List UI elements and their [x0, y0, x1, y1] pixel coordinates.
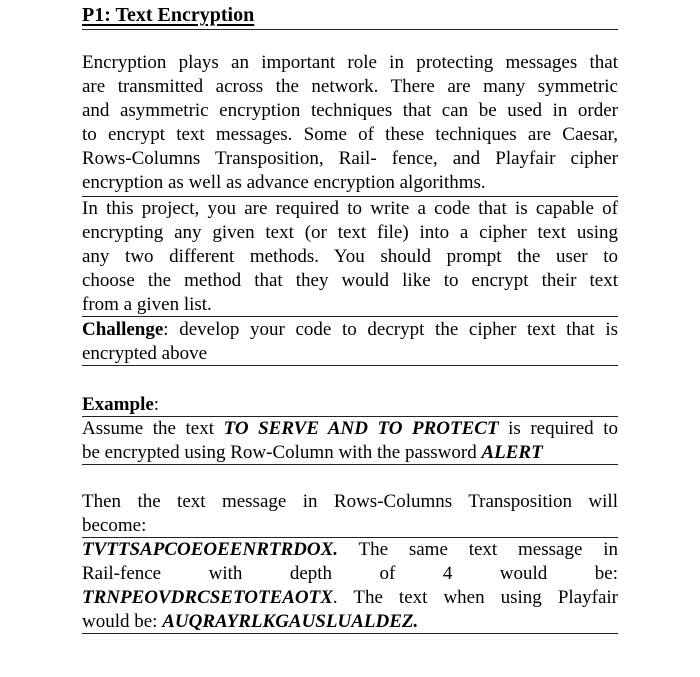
- playfair-cipher: AUQRAYRLKGAUSLUALDEZ.: [162, 611, 419, 632]
- challenge-label: Challenge: [82, 319, 164, 340]
- example-label: Example: [82, 394, 154, 415]
- example-line: Assume the text TO SERVE AND TO PROTECT is required to: [82, 418, 618, 439]
- challenge-rule: [82, 365, 618, 366]
- challenge-line: Challenge: develop your code to decrypt the cipher text that is: [82, 319, 618, 340]
- intro-line: encryption as well as advance encryption algorithms.: [82, 172, 486, 193]
- intro-line: Rows-Columns Transposition, Rail- fence, and Playfair cipher: [82, 148, 618, 169]
- example-paragraph: [82, 417, 618, 465]
- password: ALERT: [481, 442, 543, 463]
- cipher-line: Rail-fence with depth of 4 would be:: [82, 563, 618, 584]
- intro-paragraph: [82, 51, 618, 195]
- project-line: from a given list.: [82, 294, 212, 315]
- cipher-line: TVTTSAPCOEOEENRTRDOX. The same text message in: [82, 539, 618, 560]
- challenge-line: encrypted above: [82, 343, 208, 364]
- intro-line: Encryption plays an important role in protecting messages that: [82, 52, 618, 73]
- cipher-line: would be: AUQRAYRLKGAUSLUALDEZ.: [82, 611, 419, 632]
- challenge-paragraph: [82, 318, 618, 366]
- intro-line: and asymmetric encryption techniques that can be used in order: [82, 100, 618, 121]
- project-line: encrypting any given text (or text file) into a cipher text using: [82, 222, 618, 243]
- project-paragraph: [82, 197, 618, 317]
- example-heading: Example:: [82, 394, 160, 415]
- rail-fence-cipher: TRNPEOVDRCSETOTEAOTX: [82, 587, 333, 608]
- project-rule: [82, 316, 618, 317]
- result-line: Then the text message in Rows-Columns Transposition will: [82, 491, 618, 512]
- rows-columns-cipher: TVTTSAPCOEOEENRTRDOX.: [82, 539, 339, 560]
- document-title: P1: Text Encryption: [82, 4, 255, 26]
- plaintext: TO SERVE AND TO PROTECT: [223, 418, 499, 439]
- project-line: choose the method that they would like to encrypt their text: [82, 270, 618, 291]
- example-line: be encrypted using Row-Column with the password ALERT: [82, 442, 543, 463]
- cipher-rule: [82, 633, 618, 634]
- cipher-paragraph: [82, 538, 618, 634]
- project-line: any two different methods. You should prompt the user to: [82, 246, 618, 267]
- example-rule: [82, 464, 618, 465]
- intro-line: are transmitted across the network. There are many symmetric: [82, 76, 618, 97]
- result-line: become:: [82, 515, 147, 536]
- result-paragraph: [82, 490, 618, 538]
- project-line: In this project, you are required to write a code that is capable of: [82, 198, 618, 219]
- cipher-line: TRNPEOVDRCSETOTEAOTX. The text when using Playfair: [82, 587, 618, 608]
- title-rule: [82, 29, 618, 30]
- intro-line: to encrypt text messages. Some of these techniques are Caesar,: [82, 124, 618, 145]
